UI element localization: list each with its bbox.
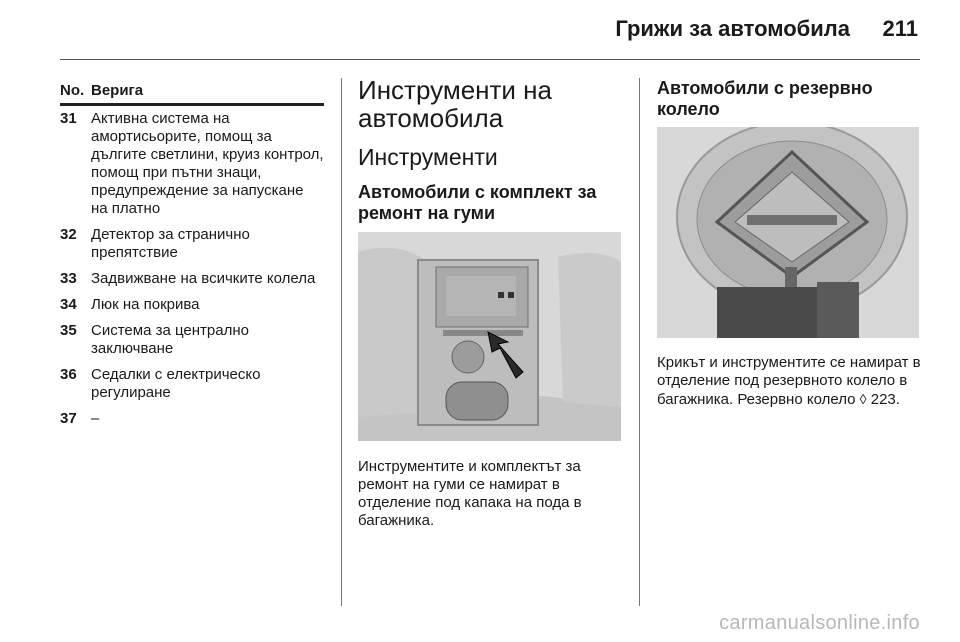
row-number: 31 [60,110,77,127]
page-number: 211 [882,16,918,41]
table-row [60,322,324,358]
middle-column [358,76,622,224]
table-header-circuit: Верига [91,82,144,99]
row-number: 35 [60,322,77,339]
spare-wheel-title: Автомобили с резервно колело [657,78,873,119]
row-text: Задвижване на всичките колела [91,270,316,287]
table-row [60,226,324,262]
table-row [60,410,324,428]
spare-wheel-caption [657,354,921,409]
page-header-title: Грижи за автомобила [615,16,850,41]
row-number: 33 [60,270,77,287]
spare-wheel-jack-image [657,127,919,338]
table-row [60,296,324,314]
row-number: 36 [60,366,77,383]
row-text: Детектор за странично препятствие [91,226,250,261]
row-number: 32 [60,226,77,243]
table-header-row [60,82,324,106]
fuse-table [60,82,324,428]
tire-repair-kit-image [358,232,621,441]
section-heading: Инструменти на автомобила [358,75,552,133]
table-row [60,110,324,218]
row-number: 34 [60,296,77,313]
spare-wheel-caption-text: Крикът и инструментите се намират в отделение под резервното колело в багажника. Резервно колело [657,354,921,408]
watermark: carmanualsonline.info [719,612,920,634]
row-text: Люк на покрива [91,296,200,313]
column-divider-right [639,78,640,606]
table-row [60,366,324,402]
repair-kit-title: Автомобили с комплект за ремонт на гуми [358,182,597,223]
subsection-heading: Инструменти [358,144,498,170]
table-header-no: No. [60,82,85,99]
table-row [60,270,324,288]
row-text: Седалки с електрическо регулиране [91,366,261,401]
row-number: 37 [60,410,77,427]
header-rule [60,59,920,60]
row-text: Система за централно заключване [91,322,249,357]
right-column [657,78,921,120]
column-divider-left [341,78,342,606]
page-reference-icon: ◊ [859,391,867,407]
repair-kit-caption: Инструментите и комплектът за ремонт на гуми се намират в отделение под капака на пода в багажника. [358,458,582,529]
row-text: – [91,410,100,427]
row-text: Активна система на амортисьорите, помощ за дългите светлини, круиз контрол, помощ при пътни знаци, предупреждение за напускане на платно [91,110,324,217]
page-reference-link[interactable]: 223. [870,391,900,408]
